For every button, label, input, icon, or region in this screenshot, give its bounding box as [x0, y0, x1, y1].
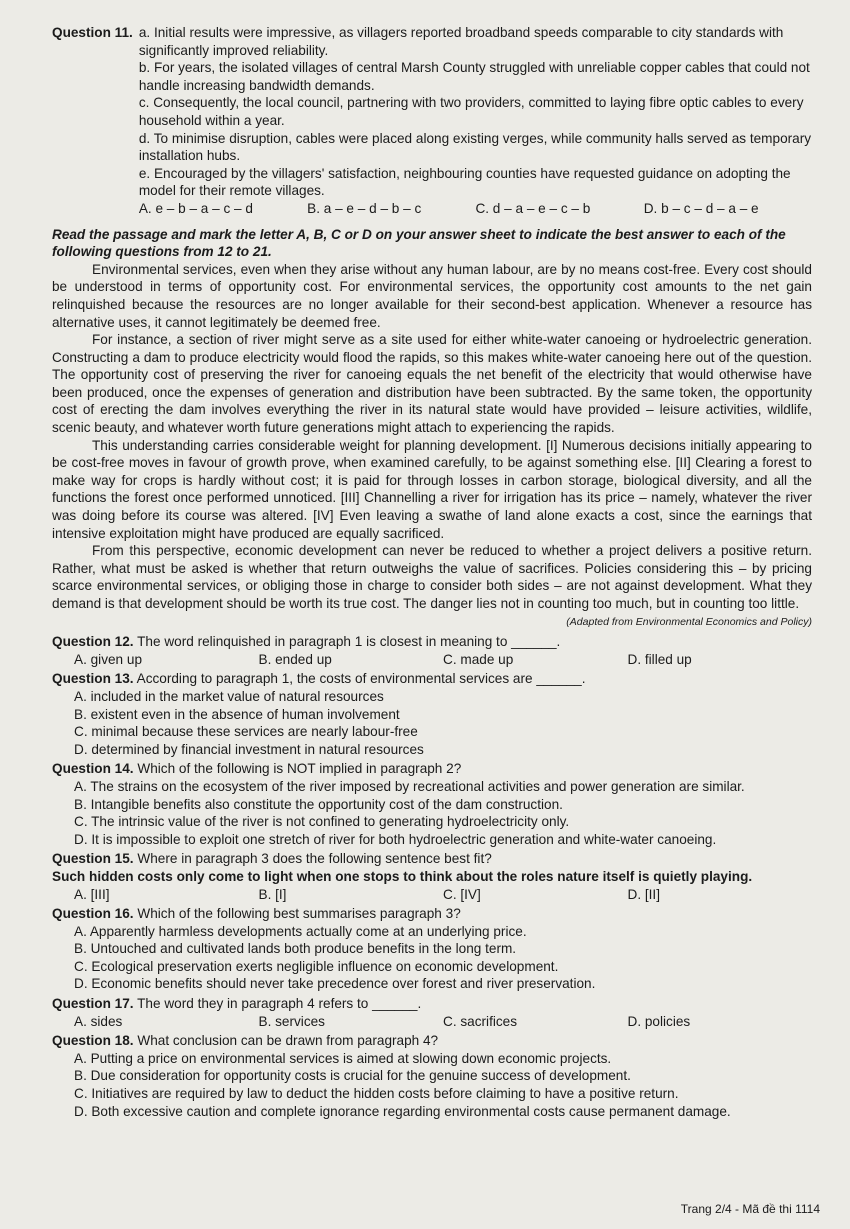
- question-17: [52, 995, 812, 1013]
- question-label: Question 12.: [52, 634, 134, 650]
- passage-paragraph-2: For instance, a section of river might serve as a site used for either white-water canoeing or hydroelectric generation. Constructing a dam to produce electricity would flood the rapids, so this makes white-water canoeing here out of the question. The opportunity cost of preserving the river for canoeing equals the net benefit of the electricity that would otherwise have been produced, once the expenses of generation and distribution have been subtracted. By the same token, the opportunity cost of erecting the dam involves everything the river in its natural state would have provided – leisure activities, wildlife, scenic beauty, and whatever worth future generations might attach to experiencing the rapids.: [52, 332, 812, 436]
- passage-paragraph-4: From this perspective, economic development can never be reduced to whether a project delivers a positive return. Rather, what must be asked is whether that return outweighs the value of sacrifices. Policies considering this – by pricing scarce environmental services, or obliging those in charge to consider both sides – are not against development. What they demand is that development should be worth its true cost. The danger lies not in counting too much, but in counting too little.: [52, 543, 812, 611]
- option-b[interactable]: B. Untouched and cultivated lands both produce benefits in the long term.: [74, 941, 517, 957]
- insert-sentence: Such hidden costs only come to light when one stops to think about the roles nature itself is quietly playing.: [52, 868, 753, 884]
- option-a[interactable]: A. given up: [74, 651, 143, 667]
- option-b[interactable]: B. [I]: [258, 886, 287, 902]
- sentence-item: d. To minimise disruption, cables were placed along existing verges, while community halls served as temporary installation hubs.: [138, 130, 812, 164]
- passage-paragraph-3: This understanding carries considerable weight for planning development. [I] Numerous decisions initially appearing to be cost-free moves in favour of growth prove, when examined carefully, to be against something else. [II] Clearing a forest to make way for crops is hardly without cost; it is paid for through losses in carbon storage, biological diversity, and all the functions the forest once performed unnoticed. [III] Channelling a river for irrigation has its price – namely, whatever the river was doing before its course was altered. [IV] Even leaving a swathe of land alone exacts a cost, since the earnings that intensive exploitation might have produced are equally sacrificed.: [52, 437, 812, 541]
- question-label: Question 13.: [52, 671, 134, 687]
- answer-options: [74, 886, 812, 904]
- option-d[interactable]: D. Economic benefits should never take precedence over forest and river preservation.: [74, 976, 596, 992]
- option-a[interactable]: A. [III]: [74, 886, 110, 902]
- passage: [52, 261, 812, 613]
- option-c[interactable]: C. The intrinsic value of the river is not confined to generating hydroelectricity only.: [74, 814, 570, 830]
- sentence-item: a. Initial results were impressive, as villagers reported broadband speeds comparable to city standards with significantly improved reliability.: [138, 25, 784, 58]
- option-d[interactable]: D. It is impossible to exploit one stretch of river for both hydroelectric generation and white-water canoeing.: [74, 831, 717, 847]
- question-18: [52, 1032, 812, 1050]
- question-16: [52, 905, 812, 923]
- answer-options: [74, 651, 812, 669]
- question-label: Question 15.: [52, 851, 134, 867]
- question-11: [52, 24, 812, 218]
- option-a[interactable]: A. Putting a price on environmental services is aimed at slowing down economic projects.: [74, 1050, 612, 1066]
- option-d[interactable]: D. b – c – d – a – e: [643, 200, 759, 216]
- option-a[interactable]: A. e – b – a – c – d: [138, 200, 253, 216]
- question-text: The word relinquished in paragraph 1 is closest in meaning to ______.: [137, 634, 561, 650]
- question-text: Which of the following best summarises paragraph 3?: [137, 906, 461, 922]
- option-d[interactable]: D. [II]: [627, 886, 660, 902]
- question-text: Which of the following is NOT implied in paragraph 2?: [137, 761, 462, 777]
- question-text: Where in paragraph 3 does the following sentence best fit?: [137, 851, 492, 867]
- option-a[interactable]: A. Apparently harmless developments actually come at an underlying price.: [74, 923, 527, 939]
- option-c[interactable]: C. minimal because these services are nearly labour-free: [74, 724, 418, 740]
- sentence-item: c. Consequently, the local council, partnering with two providers, committed to laying fibre optic cables to every household within a year.: [138, 95, 804, 128]
- option-b[interactable]: B. ended up: [258, 651, 332, 667]
- option-d[interactable]: D. policies: [627, 1013, 691, 1029]
- option-a[interactable]: A. sides: [74, 1013, 123, 1029]
- option-c[interactable]: C. [IV]: [443, 886, 481, 902]
- question-text: What conclusion can be drawn from paragraph 4?: [137, 1033, 439, 1049]
- question-label: Question 11.: [52, 25, 133, 40]
- option-c[interactable]: C. Initiatives are required by law to deduct the hidden costs before claiming to have a positive return.: [74, 1086, 679, 1102]
- question-text: The word they in paragraph 4 refers to ______.: [137, 996, 422, 1012]
- option-b[interactable]: B. Intangible benefits also constitute the opportunity cost of the dam construction.: [74, 796, 563, 812]
- option-d[interactable]: D. Both excessive caution and complete ignorance regarding environmental costs cause permanent damage.: [74, 1103, 731, 1119]
- question-12: [52, 633, 812, 651]
- option-b[interactable]: B. a – e – d – b – c: [307, 200, 422, 216]
- question-label: Question 17.: [52, 996, 134, 1012]
- question-14: [52, 760, 812, 778]
- sentence-item: b. For years, the isolated villages of central Marsh County struggled with unreliable copper cables that could not handle increasing bandwidth demands.: [138, 60, 810, 93]
- option-a[interactable]: A. included in the market value of natural resources: [74, 688, 384, 704]
- question-15: [52, 850, 812, 868]
- passage-paragraph-1: Environmental services, even when they arise without any human labour, are by no means cost-free. Every cost should be understood in terms of opportunity cost. For environmental services, the opportunity cost amounts to the net gain relinquished because the resources are no longer available for their second-best application. Whenever a resource has alternative uses, it cannot legitimately be deemed free.: [52, 261, 812, 330]
- source-citation: (Adapted from Environmental Economics and Policy): [566, 615, 812, 628]
- answer-options: [139, 200, 812, 218]
- option-c[interactable]: C. made up: [443, 651, 514, 667]
- option-c[interactable]: C. d – a – e – c – b: [475, 200, 591, 216]
- instruction: Read the passage and mark the letter A, B, C or D on your answer sheet to indicate the best answer to each of the following questions from 12 to 21.: [52, 226, 786, 260]
- option-b[interactable]: B. Due consideration for opportunity costs is crucial for the genuine success of development.: [74, 1068, 631, 1084]
- question-13: [52, 670, 812, 688]
- question-label: Question 14.: [52, 761, 134, 777]
- question-body: [139, 24, 812, 218]
- option-c[interactable]: C. Ecological preservation exerts negligible influence on economic development.: [74, 958, 559, 974]
- question-text: According to paragraph 1, the costs of environmental services are ______.: [136, 671, 586, 687]
- option-b[interactable]: B. services: [258, 1013, 325, 1029]
- sentence-item: e. Encouraged by the villagers' satisfaction, neighbouring counties have requested guidance on adopting the model for their remote villages.: [138, 165, 791, 199]
- option-c[interactable]: C. sacrifices: [443, 1013, 518, 1029]
- option-d[interactable]: D. determined by financial investment in natural resources: [74, 741, 424, 757]
- page-footer: Trang 2/4 - Mã đề thi 1114: [680, 1202, 820, 1217]
- option-a[interactable]: A. The strains on the ecosystem of the river imposed by recreational activities and power generation are similar.: [74, 778, 745, 794]
- answer-options: [74, 1013, 812, 1031]
- question-label: Question 16.: [52, 906, 134, 922]
- option-b[interactable]: B. existent even in the absence of human involvement: [74, 706, 400, 722]
- option-d[interactable]: D. filled up: [627, 651, 692, 667]
- question-label: Question 18.: [52, 1033, 134, 1049]
